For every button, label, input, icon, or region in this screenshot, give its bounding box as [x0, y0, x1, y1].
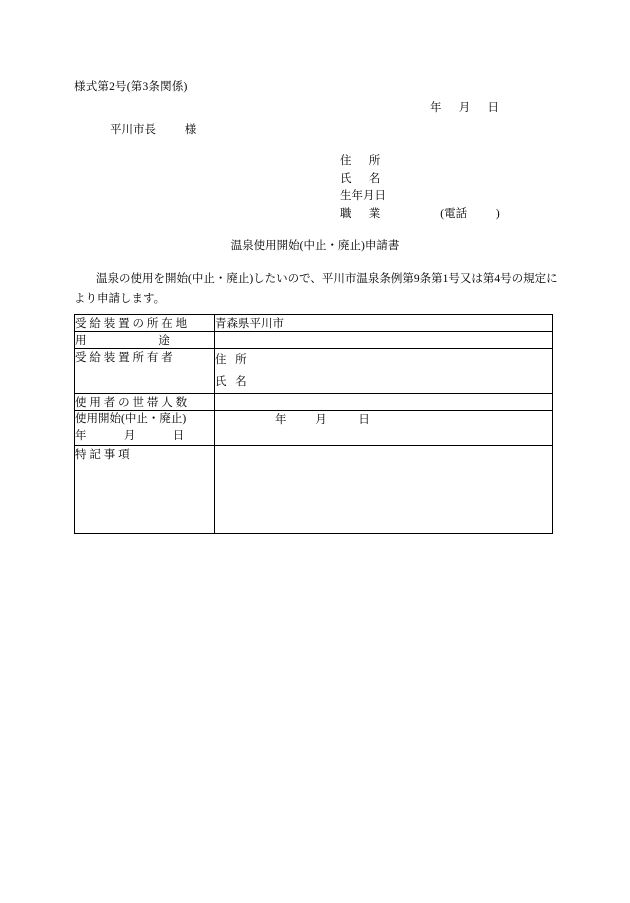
row-value-household[interactable]: [215, 394, 553, 411]
table-row: [75, 315, 553, 332]
body-paragraph: 温泉の使用を開始(中止・廃止)したいので、平川市温泉条例第9条第1号又は第4号の規定により申請します。: [74, 273, 558, 305]
owner-address-label: 住 所: [215, 354, 247, 366]
start-date-label-line2: 年 月 日: [75, 430, 185, 442]
owner-name-label: 氏 名: [215, 376, 247, 388]
row-value-start-date[interactable]: [215, 411, 553, 446]
row-label-location: 受 給 装 置 の 所 在 地: [75, 315, 215, 332]
row-value-use[interactable]: [215, 332, 553, 349]
row-value-owner[interactable]: [215, 349, 553, 394]
applicant-birthdate-label: 生年月日: [340, 190, 386, 202]
addressee-line: 平川市長 様: [110, 124, 197, 136]
applicant-occupation-row: [340, 206, 500, 224]
start-date-value: 年 月 日: [275, 414, 370, 426]
date-line: 年 月 日: [430, 102, 499, 114]
table-row: [75, 332, 553, 349]
row-label-use: 用 途: [75, 332, 215, 349]
row-value-location[interactable]: 青森県平川市: [215, 315, 553, 332]
table-row: [75, 446, 553, 534]
applicant-info-block: [340, 153, 500, 223]
table-row: [75, 411, 553, 446]
applicant-address-label: 住 所: [340, 155, 381, 167]
row-label-household: 使 用 者 の 世 帯 人 数: [75, 394, 215, 411]
table-row: [75, 349, 553, 394]
row-label-owner: 受 給 装 置 所 有 者: [75, 349, 215, 394]
applicant-occupation-label: 職 業: [340, 207, 381, 220]
applicant-phone-label: (電話 ): [440, 207, 500, 220]
application-table: [74, 314, 553, 534]
table-row: [75, 394, 553, 411]
row-value-remarks[interactable]: [215, 446, 553, 534]
row-label-remarks: 特 記 事 項: [75, 446, 215, 534]
applicant-name-label: 氏 名: [340, 172, 381, 185]
form-number: 様式第2号(第3条関係): [74, 81, 188, 93]
row-label-start-date: [75, 411, 215, 446]
page-title: 温泉使用開始(中止・廃止)申請書: [230, 240, 400, 252]
start-date-label-line1: 使用開始(中止・廃止): [75, 413, 187, 425]
